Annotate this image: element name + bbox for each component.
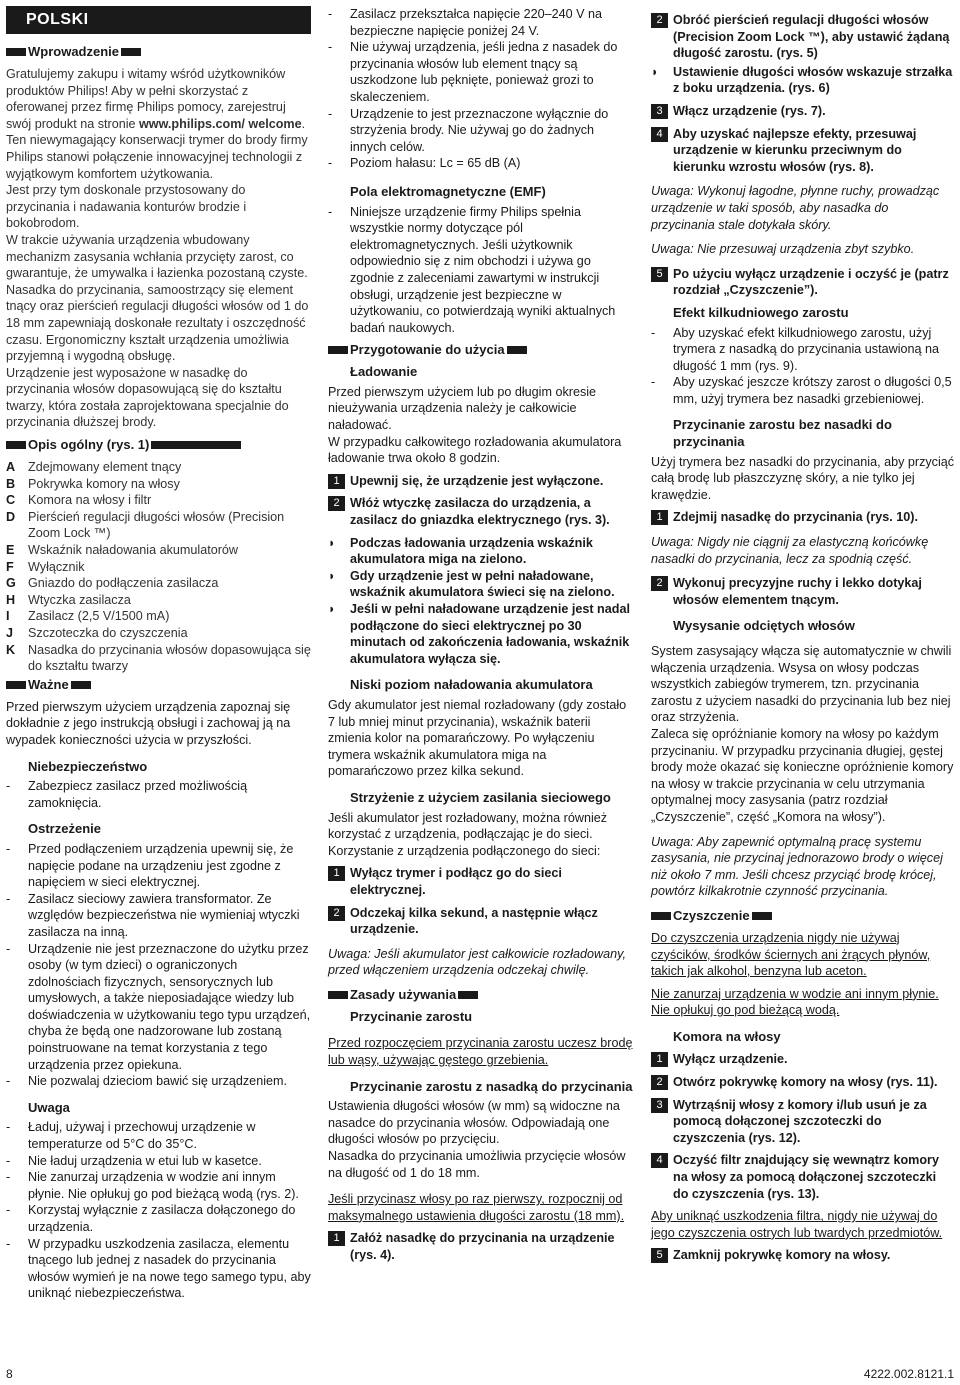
step-number: 2	[328, 906, 345, 921]
step-number: 1	[651, 1052, 668, 1067]
list-item-text: Poziom hałasu: Lc = 65 dB (A)	[350, 156, 521, 171]
list-item	[6, 1073, 311, 1090]
mains-note: Uwaga: Jeśli akumulator jest całkowicie rozładowany, przed włączeniem urządzenia odczekaj chwilę.	[328, 946, 626, 978]
dash-mark: -	[651, 325, 656, 340]
dash-mark: -	[6, 891, 11, 906]
low-battery-paragraph: Gdy akumulator jest niemal rozładowany (gdy zostało 7 lub mniej minut przycinania), wskaźnik baterii zmienia kolor na pomarańczowy. Po wyłączeniu trymera wskaźnik akumulatora miga na pomarańczowo przez kilka sekund.	[328, 697, 627, 779]
stubble-list	[651, 325, 955, 408]
comb-note-1: Uwaga: Wykonuj łagodne, płynne ruchy, prowadząc urządzenie w taki sposób, aby nasadka do przycinania stale dotykała skóry.	[651, 184, 940, 232]
step-item	[651, 103, 955, 120]
mains-paragraph: Jeśli akumulator jest rozładowany, można również korzystać z urządzenia, podłączając je do sieci. Korzystanie z urządzenia podłączonego do sieci:	[328, 810, 608, 858]
trimming-title: Przycinanie zarostu	[350, 1008, 473, 1024]
step-number: 2	[651, 576, 668, 591]
step-number: 2	[651, 13, 668, 28]
overview-text: Zdejmowany element tnący	[28, 460, 182, 475]
list-item	[328, 106, 633, 156]
dash-mark: -	[6, 941, 11, 956]
intro-paragraph-2: Ten niewymagający konserwacji trymer do brody firmy Philips stanowi połączenie innowacyjnej technologii z wyjątkowym komfortem użytkowania.	[6, 133, 308, 181]
step-text: Otwórz pokrywkę komory na włosy (rys. 11).	[673, 1075, 938, 1090]
bullet-text: Gdy urządzenie jest w pełni naładowane, wskaźnik akumulatora świeci się na zielono.	[350, 568, 615, 600]
vacuum-note: Uwaga: Aby zapewnić optymalną pracę systemu zasysania, nie przycinaj jednorazowo brody o więcej niż około 7 mm. Jeśli chcesz przyciąć brodę krócej, powtórz kilkakrotnie czynność przycinania.	[651, 834, 943, 899]
trimming-note: Przed rozpoczęciem przycinania zarostu uczesz brodę lub wąsy, używając gęstego grzebienia.	[328, 1036, 633, 1068]
overview-item	[6, 575, 311, 592]
overview-letter: H	[6, 592, 16, 607]
overview-letter: B	[6, 476, 16, 491]
bullet-item	[328, 568, 633, 601]
danger-list	[6, 778, 311, 811]
warning-list	[6, 841, 311, 1090]
step-item	[651, 266, 955, 299]
dash-mark: -	[328, 106, 333, 121]
language-header: POLSKI	[6, 6, 311, 34]
nocomb-paragraph: Użyj trymera bez nasadki do przycinania, aby przyciąć całą brodę lub płaszczyznę skóry, a nie tylko jej krawędzie.	[651, 454, 955, 502]
important-intro: Przed pierwszym użyciem urządzenia zapoznaj się dokładnie z jego instrukcją obsługi i zachowaj ją na wypadek konieczności użycia w przyszłości.	[6, 699, 291, 747]
emf-title: Pola elektromagnetyczne (EMF)	[350, 183, 546, 199]
column-3	[651, 6, 955, 1270]
column-1	[6, 6, 311, 1302]
step-number: 2	[651, 1075, 668, 1090]
step-text: Wykonuj precyzyjne ruchy i lekko dotykaj włosów elementem tnącym.	[673, 576, 922, 607]
step-text: Wyłącz urządzenie.	[673, 1052, 788, 1067]
comb-step-1	[328, 1230, 633, 1263]
overview-text: Zasilacz (2,5 V/1500 mA)	[28, 609, 170, 624]
overview-item	[6, 459, 311, 476]
overview-item	[6, 542, 311, 559]
overview-item	[6, 492, 311, 509]
step-number: 5	[651, 267, 668, 282]
list-item-text: Aby uzyskać efekt kilkudniowego zarostu, użyj trymera z nasadką do przycinania ustawioną na długość 1 mm (rys. 9).	[673, 325, 940, 373]
page-number: 8	[6, 1367, 13, 1381]
comb-steps-3-4	[651, 103, 955, 175]
step-text: Wyłącz trymer i podłącz go do sieci elektrycznej.	[350, 866, 562, 897]
step-item	[651, 1074, 955, 1091]
overview-letter: C	[6, 493, 16, 508]
overview-text: Wtyczka zasilacza	[28, 592, 131, 607]
bullet-mark: ◗	[328, 568, 336, 583]
step-text: Oczyść filtr znajdujący się wewnątrz komory na włosy za pomocą dołączonej szczoteczki do czyszczenia (rys. 13).	[673, 1153, 939, 1201]
comb-paragraph-1: Ustawienia długości włosów (w mm) są widoczne na nasadce do przycinania włosów. Odpowiadają one długości włosów po przycięciu.	[328, 1099, 620, 1147]
overview-item	[6, 476, 311, 493]
vacuum-paragraph-1: System zasysający włącza się automatycznie w chwili włączenia urządzenia. Wsysa on włosy podczas wszystkich zabiegów trymerem, tzn. przycinania zarostu z użyciem nasadki do przycinania lub bez niej oraz strzyżenia.	[651, 644, 952, 725]
nocomb-title: Przycinanie zarostu bez nasadki do przycinania	[673, 417, 892, 450]
list-item-text: Nie pozwalaj dzieciom bawić się urządzeniem.	[28, 1074, 287, 1089]
list-item-text: Zasilacz przekształca napięcie 220–240 V na bezpieczne napięcie poniżej 24 V.	[350, 7, 603, 38]
comb-step-2	[651, 12, 955, 62]
step-item	[328, 473, 633, 490]
overview-text: Nasadka do przycinania włosów dopasowująca się do kształtu twarzy	[28, 642, 311, 674]
list-item-text: Urządzenie nie jest przeznaczone do użytku przez osoby (w tym dzieci) o ograniczonych zdolnościach fizycznych, sensorycznych lub umysłowych, a także nieposiadające wiedzy lub doświadczenia w użytkowaniu tego typu urządzeń, chyba że będą one nadzorowane lub zostaną poinstruowane na temat korzystania z tego urządzenia przez opiekuna.	[28, 941, 311, 1072]
intro-paragraph-3: Jest przy tym doskonale przystosowany do przycinania i nadawania konturów brodzie i bokobrodom.	[6, 183, 247, 231]
overview-text: Szczoteczka do czyszczenia	[28, 626, 188, 640]
overview-item	[6, 509, 311, 542]
list-item-text: Nie zanurzaj urządzenia w wodzie ani innym płynie. Nie opłukuj go pod bieżącą wodą (rys. 2).	[28, 1170, 299, 1201]
list-item	[328, 39, 633, 105]
intro-paragraph-4: W trakcie używania urządzenia wbudowany mechanizm zasysania wchłania przycięty zarost, co gwarantuje, że umywalka i łazienka pozostaną czyste.	[6, 232, 308, 281]
list-item	[6, 841, 311, 891]
dash-mark: -	[328, 40, 333, 55]
cleaning-warning-3: Aby uniknąć uszkodzenia filtra, nigdy nie używaj do jego czyszczenia ostrych lub twardych przedmiotów.	[651, 1209, 943, 1240]
list-item	[6, 1202, 311, 1235]
step-item	[651, 1097, 955, 1147]
dash-mark: -	[6, 1236, 11, 1251]
step-item	[651, 575, 955, 608]
bullet-item	[328, 601, 633, 667]
list-item-text: Nie ładuj urządzenia w etui lub w kasetce.	[28, 1153, 262, 1168]
list-item	[6, 1153, 311, 1170]
charging-paragraph-2: W przypadku całkowitego rozładowania akumulatora ładowanie trwa około 8 godzin.	[328, 434, 622, 466]
dash-mark: -	[6, 841, 11, 856]
step-item	[328, 865, 633, 898]
dash-mark: -	[328, 7, 333, 21]
document-code: 4222.002.8121.1	[863, 1367, 954, 1381]
overview-item	[6, 625, 311, 642]
nocomb-step-2	[651, 575, 955, 608]
section-preparing-heading: Przygotowanie do użycia	[328, 342, 633, 358]
charging-title: Ładowanie	[350, 364, 418, 380]
comb-paragraph-2: Nasadka do przycinania umożliwia przycięcie włosów na długość od 1 do 18 mm.	[328, 1149, 626, 1180]
step-item	[651, 126, 955, 176]
mains-title: Strzyżenie z użyciem zasilania sieciowego	[350, 789, 611, 805]
comb-title: Przycinanie zarostu z nasadką do przycinania	[350, 1078, 633, 1094]
section-important-heading: Ważne	[6, 677, 311, 693]
overview-item	[6, 592, 311, 609]
bullet-text: Podczas ładowania urządzenia wskaźnik akumulatora miga na zielono.	[350, 535, 593, 567]
vacuum-title: Wysysanie odciętych włosów	[673, 618, 855, 634]
overview-item	[6, 642, 311, 675]
dash-mark: -	[328, 204, 333, 219]
caution-title: Uwaga	[28, 1099, 70, 1115]
list-item-text: Urządzenie to jest przeznaczone wyłącznie do strzyżenia brody. Nie używaj go do żadnych innych celów.	[350, 106, 609, 154]
low-battery-title: Niski poziom naładowania akumulatora	[350, 677, 593, 693]
step-number: 3	[651, 1098, 668, 1113]
danger-title: Niebezpieczeństwo	[28, 758, 148, 774]
step-number: 2	[328, 496, 345, 511]
intro-paragraph: Gratulujemy zakupu i witamy wśród użytkowników produktów Philips! Aby w pełni skorzystać z oferowanej przez firmę Philips pomocy, zarejestruj swój produkt na stronie www.philips.com/ welcome.	[6, 67, 306, 131]
overview-text: Wyłącznik	[28, 559, 85, 574]
step-text: Po użyciu wyłącz urządzenie i oczyść je (patrz rozdział „Czyszczenie”).	[673, 266, 949, 298]
overview-text: Komora na włosy i filtr	[28, 493, 152, 508]
list-item	[6, 1119, 311, 1152]
comb-note-2: Uwaga: Nie przesuwaj urządzenia zbyt szybko.	[651, 242, 915, 257]
dash-mark: -	[6, 1120, 11, 1135]
section-intro-heading: Wprowadzenie	[6, 44, 311, 60]
list-item-text: Ładuj, używaj i przechowuj urządzenie w temperaturze od 5°C do 35°C.	[28, 1120, 256, 1152]
bullet-text: Jeśli w pełni naładowane urządzenie jest nadal podłączone do sieci elektrycznej po 30 minutach od zakończenia ładowania, wskaźnik akumulatora wyłącza się.	[350, 602, 630, 666]
list-item	[328, 155, 633, 172]
comb-step-5	[651, 266, 955, 299]
overview-letter: J	[6, 626, 14, 640]
step-number: 4	[651, 1153, 668, 1168]
step-text: Aby uzyskać najlepsze efekty, przesuwaj urządzenie w kierunku przeciwnym do kierunku wzrostu włosów (rys. 8).	[673, 126, 917, 174]
list-item	[328, 6, 633, 39]
dash-mark: -	[6, 779, 11, 794]
dash-mark: -	[6, 1203, 11, 1218]
list-item	[6, 941, 311, 1074]
dash-mark: -	[651, 375, 656, 390]
step-item	[328, 495, 633, 528]
list-item	[651, 374, 955, 407]
dash-mark: -	[6, 1170, 11, 1185]
charging-bullets	[328, 535, 633, 668]
dash-mark: -	[6, 1074, 11, 1089]
step-text: Załóż nasadkę do przycinania na urządzenie (rys. 4).	[350, 1231, 615, 1262]
step-text: Wytrząśnij włosy z komory i/lub usuń je za pomocą dołączonej szczoteczki do czyszczenia (rys. 12).	[673, 1097, 927, 1145]
step-text: Odczekaj kilka sekund, a następnie włącz urządzenie.	[350, 905, 598, 937]
step-item	[651, 509, 955, 526]
step-text: Włącz urządzenie (rys. 7).	[673, 103, 826, 118]
mains-steps	[328, 865, 633, 937]
warning-title: Ostrzeżenie	[28, 821, 101, 837]
overview-letter: K	[6, 642, 16, 657]
list-item	[6, 891, 311, 941]
charging-paragraph-1: Przed pierwszym użyciem lub po długim okresie nieużywania urządzenia należy je całkowicie naładować.	[328, 384, 597, 433]
philips-url[interactable]: www.philips.com/ welcome	[139, 116, 302, 131]
section-using-heading: Zasady używania	[328, 987, 633, 1003]
step-number: 1	[328, 474, 345, 489]
step-item	[328, 1230, 633, 1263]
list-item-text: Zabezpiecz zasilacz przed możliwością zamoknięcia.	[28, 779, 248, 810]
overview-item	[6, 608, 311, 625]
list-item	[328, 204, 633, 337]
cleaning-warning-2: Nie zanurzaj urządzenia w wodzie ani innym płynie. Nie opłukuj go pod bieżącą wodą.	[651, 986, 939, 1018]
comb-note: Jeśli przycinasz włosy po raz pierwszy, rozpocznij od maksymalnego ustawienia długości zarostu (18 mm).	[328, 1192, 625, 1223]
step-text: Upewnij się, że urządzenie jest wyłączone.	[350, 473, 604, 488]
step-item	[651, 12, 955, 62]
list-item-text: Nie używaj urządzenia, jeśli jedna z nasadek do przycinania włosów lub element tnący są uszkodzone lub pęknięte, ponieważ grozi to skaleczeniem.	[350, 40, 618, 104]
overview-letter: E	[6, 543, 15, 558]
step-number: 5	[651, 1248, 668, 1263]
bullet-mark: ◗	[328, 602, 336, 616]
list-item-text: Niniejsze urządzenie firmy Philips spełnia wszystkie normy dotyczące pól elektromagnetycznych. Jeśli użytkownik odpowiednio się z nim obchodzi i używa go zgodnie z zaleceniami zawartymi w instrukcji obsługi, urządzenie jest bezpieczne w użytkowaniu, co potwierdzają wyniki aktualnych badań naukowych.	[350, 204, 616, 335]
overview-letter: A	[6, 460, 16, 475]
list-item	[6, 1236, 311, 1302]
dash-mark: -	[6, 1153, 11, 1168]
cleaning-step-5	[651, 1247, 955, 1264]
caution-cont-list	[328, 6, 633, 172]
step-number: 1	[651, 510, 668, 525]
comb-bullet: ◗ Ustawienie długości włosów wskazuje strzałka z boku urządzenia. (rys. 6)	[651, 64, 953, 96]
bullet-mark: ◗	[328, 535, 336, 550]
nocomb-note: Uwaga: Nigdy nie ciągnij za elastyczną końcówkę nasadki do przycinania, lecz za spodnią część.	[651, 535, 929, 566]
step-text: Włóż wtyczkę zasilacza do urządzenia, a zasilacz do gniazdka elektrycznego (rys. 3).	[350, 496, 610, 528]
intro-paragraph-7: Urządzenie jest wyposażone w nasadkę do przycinania włosów dopasowującą się do kształtu twarzy, która została zaprojektowana specjalnie do przycinania dłuższej brody.	[6, 365, 289, 430]
section-cleaning-heading: Czyszczenie	[651, 908, 955, 924]
intro-paragraph-5: Nasadka do przycinania, samoostrzący się element tnący oraz pierścień regulacji długości włosów od 1 do 18 mm zapewniają doskonałe rezultaty i oszczędność czasu. Ergonomiczny kształt urządzenia umożliwia przyjemną i wygodną obsługę.	[6, 282, 309, 364]
overview-item	[6, 559, 311, 576]
step-number: 1	[328, 866, 345, 881]
step-number: 1	[328, 1231, 345, 1246]
overview-text: Wskaźnik naładowania akumulatorów	[28, 543, 238, 558]
list-item-text: W przypadku uszkodzenia zasilacza, elementu tnącego lub jednej z nasadek do przycinania włosów wymień je na nowe tego samego typu, aby uniknąć niebezpieczeństwa.	[28, 1236, 311, 1301]
cleaning-warning-1: Do czyszczenia urządzenia nigdy nie używaj czyścików, środków ściernych ani żrących płynów, takich jak alkohol, benzyna lub aceton.	[651, 930, 931, 979]
overview-letter: G	[6, 576, 16, 591]
nocomb-step-1	[651, 509, 955, 526]
section-overview-heading: Opis ogólny (rys. 1)	[6, 437, 311, 453]
overview-list	[6, 459, 311, 675]
chamber-title: Komora na włosy	[673, 1028, 781, 1044]
overview-text: Pierścień regulacji długości włosów (Precision Zoom Lock ™)	[28, 509, 285, 541]
list-item-text: Korzystaj wyłącznie z zasilacza dołączonego do urządzenia.	[28, 1203, 296, 1234]
bullet-item	[328, 535, 633, 568]
list-item-text: Przed podłączeniem urządzenia upewnij się, że napięcie podane na urządzeniu jest zgodne z napięciem w sieci elektrycznej.	[28, 841, 294, 890]
list-item	[6, 778, 311, 811]
step-text: Zdejmij nasadkę do przycinania (rys. 10).	[673, 510, 918, 525]
stubble-title: Efekt kilkudniowego zarostu	[673, 304, 849, 320]
list-item	[6, 1169, 311, 1202]
overview-letter: I	[6, 609, 10, 624]
list-item-text: Aby uzyskać jeszcze krótszy zarost o długości 0,5 mm, użyj trymera bez nasadki grzebieniowej.	[673, 375, 952, 406]
step-item	[651, 1051, 955, 1068]
step-item	[651, 1152, 955, 1202]
caution-list	[6, 1119, 311, 1302]
step-item	[651, 1247, 955, 1264]
list-item-text: Zasilacz sieciowy zawiera transformator. Ze względów bezpieczeństwa nie wymieniaj wtyczki zasilacza na inną.	[28, 891, 300, 939]
step-item	[328, 905, 633, 938]
dash-mark: -	[328, 156, 333, 171]
overview-letter: F	[6, 559, 14, 574]
column-2	[328, 6, 633, 1270]
overview-text: Gniazdo do podłączenia zasilacza	[28, 576, 219, 591]
step-text: Obróć pierścień regulacji długości włosów (Precision Zoom Lock ™), aby ustawić żądaną długość zarostu. (rys. 5)	[673, 13, 950, 61]
overview-text: Pokrywka komory na włosy	[28, 476, 180, 491]
charging-steps	[328, 473, 633, 529]
step-number: 4	[651, 127, 668, 142]
list-item	[651, 325, 955, 375]
cleaning-steps	[651, 1051, 955, 1202]
step-text: Zamknij pokrywkę komory na włosy.	[673, 1248, 891, 1263]
emf-list	[328, 204, 633, 337]
step-number: 3	[651, 104, 668, 119]
overview-letter: D	[6, 509, 16, 524]
vacuum-paragraph-2: Zaleca się opróżnianie komory na włosy po każdym przycinaniu. W przypadku przycinania długiej, gęstej brody może okazać się konieczne opróżnienie komory na włosy w trakcie przycinania w celu utrzymania optymalnej mocy zasysania (patrz rozdział „Czyszczenie”, część „Komora na włosy”).	[651, 726, 954, 824]
